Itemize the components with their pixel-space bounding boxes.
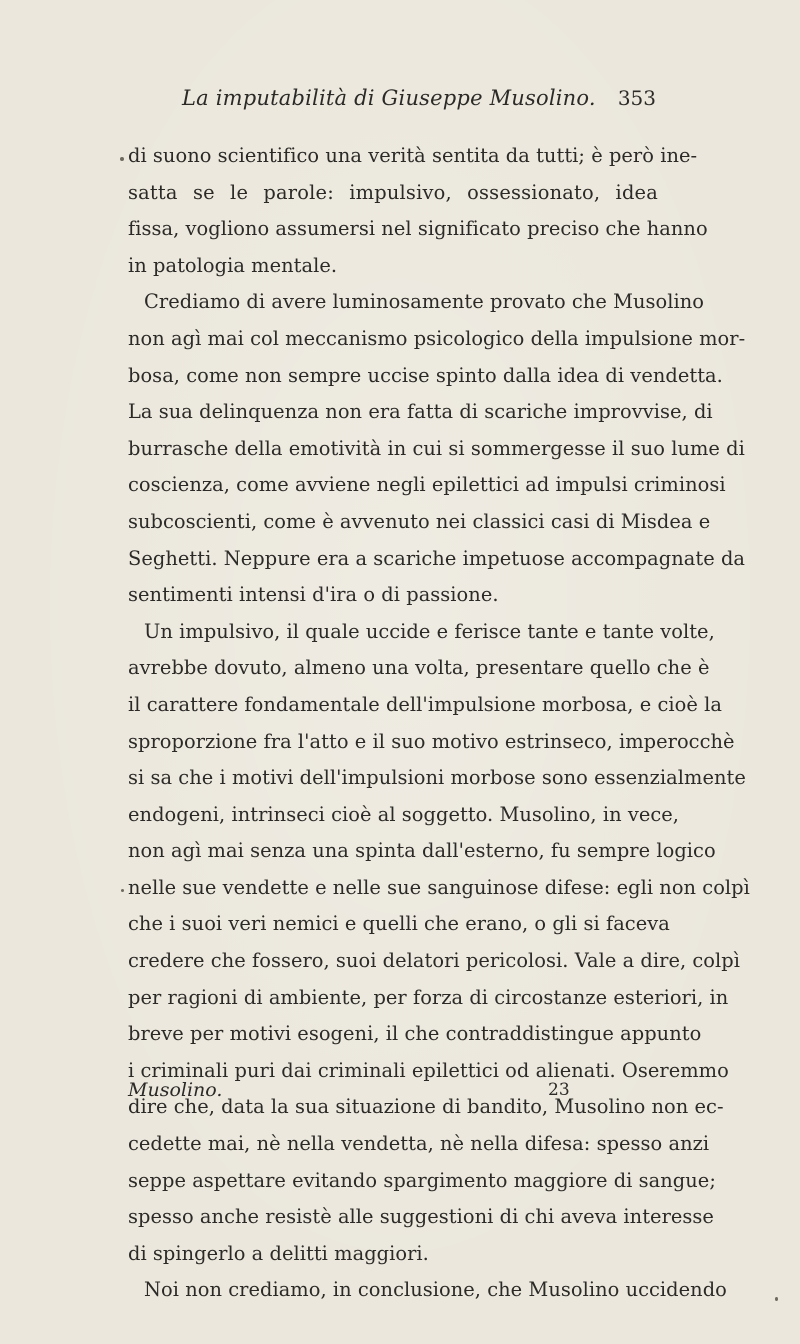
text-line: di spingerlo a delitti maggiori.	[128, 1241, 429, 1265]
text-line: Un impulsivo, il quale uccide e ferisce tante e tante volte,	[144, 619, 715, 643]
text-line: Crediamo di avere luminosamente provato che Musolino	[144, 290, 705, 314]
text-line: credere che fossero, suoi delatori pericolosi. Vale a dire, colpì	[128, 949, 740, 973]
text-line: burrasche della emotività in cui si sommergesse il suo lume di	[128, 436, 745, 460]
text-line: cedette mai, nè nella vendetta, nè nella difesa: spesso anzi	[128, 1132, 710, 1156]
text-line: di suono scientifico una verità sentita da tutti; è però ine-	[128, 144, 698, 167]
text-line: i criminali puri dai criminali epilettici od alienati. Oseremmo	[128, 1058, 729, 1082]
running-header: La imputabilità di Giuseppe Musolino.	[182, 86, 596, 110]
scan-speck	[775, 1297, 778, 1301]
text-line: Noi non crediamo, in conclusione, che Musolino uccidendo	[144, 1278, 727, 1302]
page-number: 353	[617, 86, 656, 110]
text-line: coscienza, come avviene negli epilettici ad impulsi criminosi	[128, 473, 726, 497]
text-line: dire che, data la sua situazione di bandito, Musolino non ec-	[128, 1095, 724, 1119]
text-line: per ragioni di ambiente, per forza di circostanze esteriori, in	[128, 985, 729, 1009]
text-line: spesso anche resistè alle suggestioni di chi aveva interesse	[128, 1205, 714, 1229]
footer-title: Musolino.	[128, 1079, 223, 1101]
text-line: avrebbe dovuto, almeno una volta, presentare quello che è	[128, 656, 710, 680]
text-line: in patologia mentale.	[128, 253, 338, 277]
text-line: non agì mai col meccanismo psicologico della impulsione mor-	[128, 326, 746, 350]
scan-speck	[120, 157, 124, 161]
text-line: endogeni, intrinseci cioè al soggetto. Musolino, in vece,	[128, 802, 680, 826]
text-line: satta se le parole: impulsivo, ossessionato, idea	[128, 180, 658, 204]
text-line: non agì mai senza una spinta dall'esterno, fu sempre logico	[128, 839, 716, 863]
footer-signature: 23	[548, 1080, 570, 1100]
text-line: breve per motivi esogeni, il che contraddistingue appunto	[128, 1022, 702, 1046]
text-line: bosa, come non sempre uccise spinto dalla idea di vendetta.	[128, 363, 723, 387]
text-line: nelle sue vendette e nelle sue sanguinose difese: egli non colpì	[128, 875, 750, 899]
text-line: si sa che i motivi dell'impulsioni morbose sono essenzialmente	[128, 766, 746, 790]
scan-speck	[121, 889, 124, 892]
text-line: che i suoi veri nemici e quelli che erano, o gli si faceva	[128, 912, 670, 936]
text-line: fissa, vogliono assumersi nel significato preciso che hanno	[128, 217, 708, 241]
text-line: Seghetti. Neppure era a scariche impetuose accompagnate da	[128, 546, 746, 570]
body-text	[128, 138, 750, 1309]
text-line: sproporzione fra l'atto e il suo motivo estrinseco, imperocchè	[128, 729, 735, 753]
text-line: subcoscienti, come è avvenuto nei classici casi di Misdea e	[128, 509, 711, 533]
page-footer	[128, 1072, 658, 1108]
text-line: il carattere fondamentale dell'impulsione morbosa, e cioè la	[128, 692, 722, 716]
text-line: La sua delinquenza non era fatta di scariche improvvise, di	[128, 400, 713, 424]
text-line: sentimenti intensi d'ira o di passione.	[128, 583, 499, 607]
text-line: seppe aspettare evitando spargimento maggiore di sangue;	[128, 1168, 716, 1192]
